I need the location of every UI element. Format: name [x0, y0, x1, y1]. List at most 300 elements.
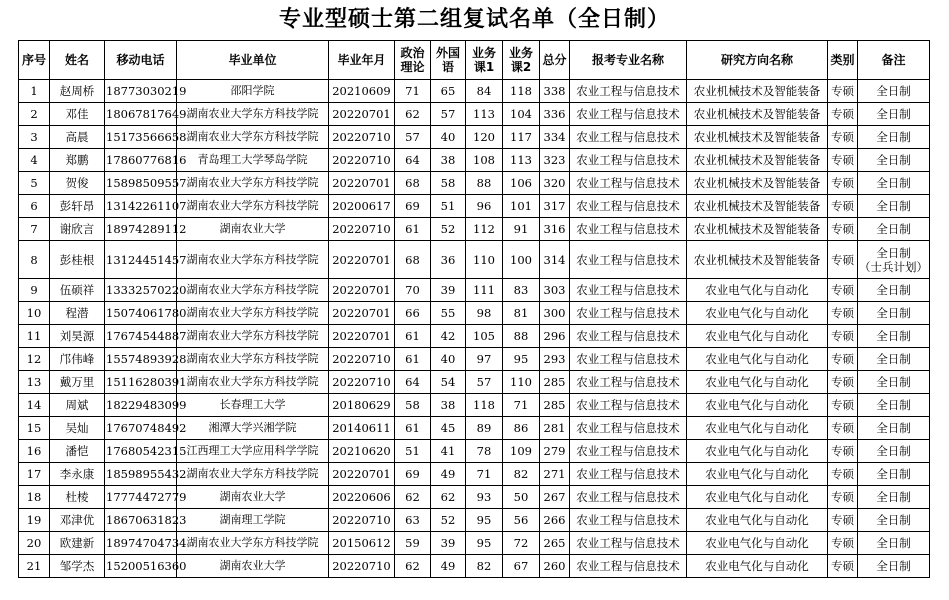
cell-text: 专硕	[831, 84, 854, 98]
cell-total	[540, 172, 570, 195]
cell-note	[858, 486, 930, 509]
cell-type	[828, 509, 858, 532]
cell-phone	[105, 394, 187, 417]
cell-text: 86	[513, 421, 529, 435]
cell-c2	[503, 80, 540, 103]
column-header: 外国语	[431, 41, 466, 80]
cell-major	[570, 126, 687, 149]
cell-note	[858, 149, 930, 172]
cell-lang	[431, 172, 466, 195]
table-row	[19, 555, 930, 578]
cell-grad	[329, 149, 395, 172]
cell-text: 农业工程与信息技术	[576, 559, 680, 573]
cell-dir	[687, 463, 828, 486]
cell-text: 专硕	[831, 490, 854, 504]
cell-dir	[687, 218, 828, 241]
cell-phone	[105, 325, 187, 348]
cell-text: 81	[513, 306, 529, 320]
cell-text: 38	[440, 153, 456, 167]
cell-total	[540, 126, 570, 149]
cell-text: 20220710	[332, 513, 391, 527]
cell-text: 71	[476, 467, 492, 481]
cell-text: 程潜	[65, 306, 89, 320]
cell-politics	[395, 80, 431, 103]
cell-name	[50, 463, 105, 486]
cell-school	[177, 555, 329, 578]
cell-text: 20220710	[332, 375, 391, 389]
cell-lang	[431, 218, 466, 241]
cell-text: 农业机械技术及智能装备	[693, 222, 821, 236]
cell-grad	[329, 172, 395, 195]
cell-grad	[329, 195, 395, 218]
cell-major	[570, 325, 687, 348]
cell-dir	[687, 532, 828, 555]
cell-text: 全日制	[876, 107, 911, 121]
cell-text: 农业工程与信息技术	[576, 467, 680, 481]
cell-text: 279	[543, 444, 566, 458]
cell-name	[50, 126, 105, 149]
cell-text: 专硕	[831, 130, 854, 144]
cell-no	[19, 348, 50, 371]
cell-major	[570, 440, 687, 463]
cell-no	[19, 325, 50, 348]
table-row	[19, 172, 930, 195]
cell-school	[177, 463, 329, 486]
cell-dir	[687, 371, 828, 394]
cell-text: 全日制	[876, 130, 911, 144]
table-row	[19, 149, 930, 172]
cell-c2	[503, 325, 540, 348]
cell-type	[828, 126, 858, 149]
cell-type	[828, 80, 858, 103]
cell-text: 113	[510, 153, 532, 167]
cell-note	[858, 440, 930, 463]
cell-text: 111	[473, 283, 495, 297]
cell-text: 15574893928	[106, 352, 187, 366]
cell-school	[177, 218, 329, 241]
cell-phone	[105, 417, 187, 440]
cell-no	[19, 394, 50, 417]
cell-text: 88	[476, 176, 492, 190]
cell-dir	[687, 241, 828, 279]
cell-text: 50	[513, 490, 529, 504]
table-row	[19, 348, 930, 371]
cell-text: 20220701	[332, 107, 391, 121]
cell-major	[570, 348, 687, 371]
cell-c1	[466, 440, 503, 463]
cell-major	[570, 417, 687, 440]
column-header: 报考专业名称	[570, 41, 687, 80]
cell-text: 105	[473, 329, 495, 343]
cell-phone	[105, 172, 187, 195]
column-header: 姓名	[50, 41, 105, 80]
cell-text: 全日制	[876, 84, 911, 98]
cell-text: 70	[405, 283, 420, 297]
cell-text: 49	[440, 467, 456, 481]
cell-no	[19, 218, 50, 241]
cell-name	[50, 394, 105, 417]
cell-grad	[329, 302, 395, 325]
cell-total	[540, 486, 570, 509]
cell-lang	[431, 371, 466, 394]
cell-major	[570, 509, 687, 532]
cell-no	[19, 371, 50, 394]
cell-dir	[687, 555, 828, 578]
cell-school	[177, 103, 329, 126]
cell-text: 专硕	[831, 222, 854, 236]
cell-phone	[105, 532, 187, 555]
cell-text: 杜棱	[65, 490, 89, 504]
cell-text: 青岛理工大学琴岛学院	[197, 153, 308, 166]
cell-text: 17674544887	[106, 329, 187, 343]
cell-c2	[503, 218, 540, 241]
cell-grad	[329, 218, 395, 241]
cell-text: 68	[405, 252, 420, 267]
cell-text: 全日制	[876, 559, 911, 573]
cell-text: 13124451457	[106, 252, 187, 267]
cell-lang	[431, 463, 466, 486]
cell-no	[19, 532, 50, 555]
cell-text: 湖南农业大学东方科技学院	[186, 467, 319, 480]
cell-text: 58	[440, 176, 456, 190]
cell-text: 伍硕祥	[59, 283, 95, 297]
applicant-table	[18, 40, 930, 578]
cell-grad	[329, 325, 395, 348]
cell-no	[19, 126, 50, 149]
cell-no	[19, 103, 50, 126]
cell-name	[50, 149, 105, 172]
cell-grad	[329, 417, 395, 440]
cell-text: 320	[543, 176, 566, 190]
cell-text: 83	[513, 283, 529, 297]
cell-major	[570, 172, 687, 195]
cell-note	[858, 348, 930, 371]
cell-text: 20180629	[332, 398, 391, 412]
table-row	[19, 218, 930, 241]
cell-text: 20220701	[332, 329, 391, 343]
cell-c1	[466, 394, 503, 417]
cell-total	[540, 103, 570, 126]
cell-text: 59	[405, 536, 420, 550]
cell-phone	[105, 371, 187, 394]
cell-lang	[431, 440, 466, 463]
cell-text: 6	[30, 199, 38, 213]
column-header: 政治理论	[395, 41, 431, 80]
cell-c2	[503, 279, 540, 302]
cell-note	[858, 555, 930, 578]
cell-c1	[466, 555, 503, 578]
cell-text: 农业工程与信息技术	[576, 107, 680, 121]
cell-text: 19	[26, 513, 42, 527]
cell-grad	[329, 371, 395, 394]
cell-lang	[431, 417, 466, 440]
column-header: 业务课2	[503, 41, 540, 80]
cell-text: 湖南农业大学东方科技学院	[186, 130, 319, 143]
cell-text: 农业工程与信息技术	[576, 283, 680, 297]
cell-no	[19, 440, 50, 463]
cell-major	[570, 195, 687, 218]
cell-text: 17774472779	[106, 490, 187, 504]
cell-text: 54	[440, 375, 456, 389]
cell-text: 57	[405, 130, 420, 144]
cell-c1	[466, 417, 503, 440]
cell-text: 61	[405, 421, 420, 435]
cell-text: 农业机械技术及智能装备	[693, 84, 821, 98]
cell-note	[858, 325, 930, 348]
cell-text: 64	[405, 375, 420, 389]
cell-politics	[395, 149, 431, 172]
cell-major	[570, 241, 687, 279]
cell-text: 7	[30, 222, 38, 236]
cell-politics	[395, 218, 431, 241]
cell-school	[177, 509, 329, 532]
cell-text: 农业工程与信息技术	[576, 536, 680, 550]
cell-text: 61	[405, 329, 420, 343]
cell-text: 57	[440, 107, 456, 121]
cell-type	[828, 486, 858, 509]
cell-lang	[431, 241, 466, 279]
cell-dir	[687, 149, 828, 172]
cell-text: 93	[476, 490, 492, 504]
cell-text: 18067817649	[106, 107, 187, 121]
cell-text: 15074061780	[106, 306, 187, 320]
cell-text: 317	[543, 199, 566, 213]
cell-text: 长春理工大学	[219, 398, 286, 411]
cell-major	[570, 463, 687, 486]
cell-text: 91	[513, 222, 529, 236]
cell-major	[570, 218, 687, 241]
cell-text: 62	[440, 490, 456, 504]
cell-name	[50, 348, 105, 371]
cell-name	[50, 103, 105, 126]
cell-text: 20220710	[332, 222, 391, 236]
cell-lang	[431, 325, 466, 348]
cell-type	[828, 463, 858, 486]
cell-text: 农业工程与信息技术	[576, 252, 680, 267]
cell-text: 20140611	[332, 421, 391, 435]
cell-dir	[687, 348, 828, 371]
cell-text: 农业电气化与自动化	[705, 513, 809, 527]
cell-text: 5	[30, 176, 38, 190]
cell-text: 13	[26, 375, 42, 389]
cell-dir	[687, 394, 828, 417]
cell-text: 260	[543, 559, 566, 573]
table-row	[19, 509, 930, 532]
cell-school	[177, 149, 329, 172]
cell-total	[540, 371, 570, 394]
cell-school	[177, 302, 329, 325]
cell-note	[858, 371, 930, 394]
cell-text: 邝伟峰	[59, 352, 95, 366]
cell-text: 郑鹏	[65, 153, 89, 167]
cell-c2	[503, 463, 540, 486]
cell-name	[50, 532, 105, 555]
cell-type	[828, 394, 858, 417]
cell-c1	[466, 302, 503, 325]
cell-politics	[395, 371, 431, 394]
cell-total	[540, 417, 570, 440]
cell-note	[858, 218, 930, 241]
cell-note	[858, 532, 930, 555]
cell-text: 农业机械技术及智能装备	[693, 153, 821, 167]
cell-dir	[687, 80, 828, 103]
cell-name	[50, 417, 105, 440]
cell-text: 专硕	[831, 199, 854, 213]
cell-name	[50, 555, 105, 578]
cell-total	[540, 149, 570, 172]
cell-type	[828, 149, 858, 172]
column-header: 毕业单位	[177, 41, 329, 80]
cell-text: 戴万里	[59, 375, 95, 389]
cell-dir	[687, 486, 828, 509]
cell-text: 全日制	[876, 467, 911, 481]
cell-text: 36	[440, 252, 456, 267]
cell-text: 62	[405, 490, 420, 504]
cell-major	[570, 103, 687, 126]
cell-text: 农业机械技术及智能装备	[693, 199, 821, 213]
cell-school	[177, 80, 329, 103]
cell-text: 266	[543, 513, 566, 527]
cell-name	[50, 172, 105, 195]
cell-no	[19, 195, 50, 218]
cell-text: 20220701	[332, 176, 391, 190]
cell-name	[50, 325, 105, 348]
cell-grad	[329, 279, 395, 302]
cell-text: 邵阳学院	[230, 84, 275, 97]
cell-text: 334	[543, 130, 566, 144]
table-row	[19, 463, 930, 486]
cell-text: 专硕	[831, 513, 854, 527]
cell-c1	[466, 486, 503, 509]
cell-text: 农业工程与信息技术	[576, 444, 680, 458]
cell-no	[19, 555, 50, 578]
cell-c1	[466, 126, 503, 149]
cell-text: 17670748492	[106, 421, 187, 435]
table-row	[19, 532, 930, 555]
cell-text: 农业工程与信息技术	[576, 421, 680, 435]
cell-note	[858, 417, 930, 440]
cell-type	[828, 532, 858, 555]
cell-politics	[395, 302, 431, 325]
cell-text: 农业工程与信息技术	[576, 490, 680, 504]
cell-lang	[431, 532, 466, 555]
column-header: 毕业年月	[329, 41, 395, 80]
cell-text: 专硕	[831, 153, 854, 167]
cell-total	[540, 241, 570, 279]
cell-politics	[395, 417, 431, 440]
cell-text: 专硕	[831, 559, 854, 573]
cell-grad	[329, 348, 395, 371]
cell-major	[570, 149, 687, 172]
column-header: 业务课1	[466, 41, 503, 80]
cell-text: 专硕	[831, 536, 854, 550]
cell-text: 20220701	[332, 467, 391, 481]
cell-name	[50, 486, 105, 509]
cell-name	[50, 509, 105, 532]
cell-text: 15116280391	[106, 375, 187, 389]
cell-total	[540, 218, 570, 241]
cell-text: 农业电气化与自动化	[705, 559, 809, 573]
cell-text: 18	[26, 490, 42, 504]
cell-text: 全日制	[876, 444, 911, 458]
cell-phone	[105, 302, 187, 325]
cell-text: 293	[543, 352, 566, 366]
cell-text: 农业工程与信息技术	[576, 176, 680, 190]
cell-text: 湖南农业大学东方科技学院	[186, 306, 319, 319]
cell-major	[570, 486, 687, 509]
table-row	[19, 417, 930, 440]
cell-text: 100	[510, 252, 532, 267]
cell-text: 69	[405, 199, 420, 213]
cell-text: 农业工程与信息技术	[576, 130, 680, 144]
cell-major	[570, 532, 687, 555]
cell-phone	[105, 126, 187, 149]
cell-school	[177, 325, 329, 348]
cell-c1	[466, 532, 503, 555]
cell-text: 邓津优	[59, 513, 95, 527]
cell-c1	[466, 325, 503, 348]
cell-name	[50, 371, 105, 394]
cell-text: 18598955432	[106, 467, 187, 481]
cell-school	[177, 417, 329, 440]
cell-text: 303	[543, 283, 566, 297]
cell-note	[858, 463, 930, 486]
cell-c2	[503, 348, 540, 371]
cell-text: 农业工程与信息技术	[576, 153, 680, 167]
cell-text: 71	[513, 398, 529, 412]
column-header: 类别	[828, 41, 858, 80]
cell-type	[828, 371, 858, 394]
cell-text: 农业机械技术及智能装备	[693, 176, 821, 190]
cell-c1	[466, 509, 503, 532]
cell-text: 285	[543, 375, 566, 389]
cell-text: 67	[513, 559, 529, 573]
cell-text: 118	[473, 398, 495, 412]
cell-text: 全日制	[876, 490, 911, 504]
cell-text: 113	[473, 107, 495, 121]
cell-name	[50, 241, 105, 279]
cell-note	[858, 302, 930, 325]
cell-c1	[466, 348, 503, 371]
cell-phone	[105, 348, 187, 371]
cell-politics	[395, 126, 431, 149]
cell-phone	[105, 440, 187, 463]
cell-text: 97	[476, 352, 492, 366]
cell-text: 95	[476, 536, 492, 550]
cell-dir	[687, 325, 828, 348]
cell-c2	[503, 195, 540, 218]
cell-note	[858, 241, 930, 279]
cell-total	[540, 302, 570, 325]
table-row	[19, 440, 930, 463]
cell-school	[177, 371, 329, 394]
cell-text: 全日制	[876, 176, 911, 190]
cell-text: 109	[510, 444, 532, 458]
cell-politics	[395, 195, 431, 218]
cell-text: 20220710	[332, 153, 391, 167]
cell-text: 285	[543, 398, 566, 412]
cell-text: 300	[543, 306, 566, 320]
cell-c2	[503, 126, 540, 149]
cell-name	[50, 440, 105, 463]
cell-major	[570, 279, 687, 302]
column-header: 移动电话	[105, 41, 177, 80]
cell-politics	[395, 486, 431, 509]
cell-text: 18974704734	[106, 536, 187, 550]
cell-major	[570, 394, 687, 417]
cell-text: 39	[440, 536, 456, 550]
cell-c2	[503, 394, 540, 417]
